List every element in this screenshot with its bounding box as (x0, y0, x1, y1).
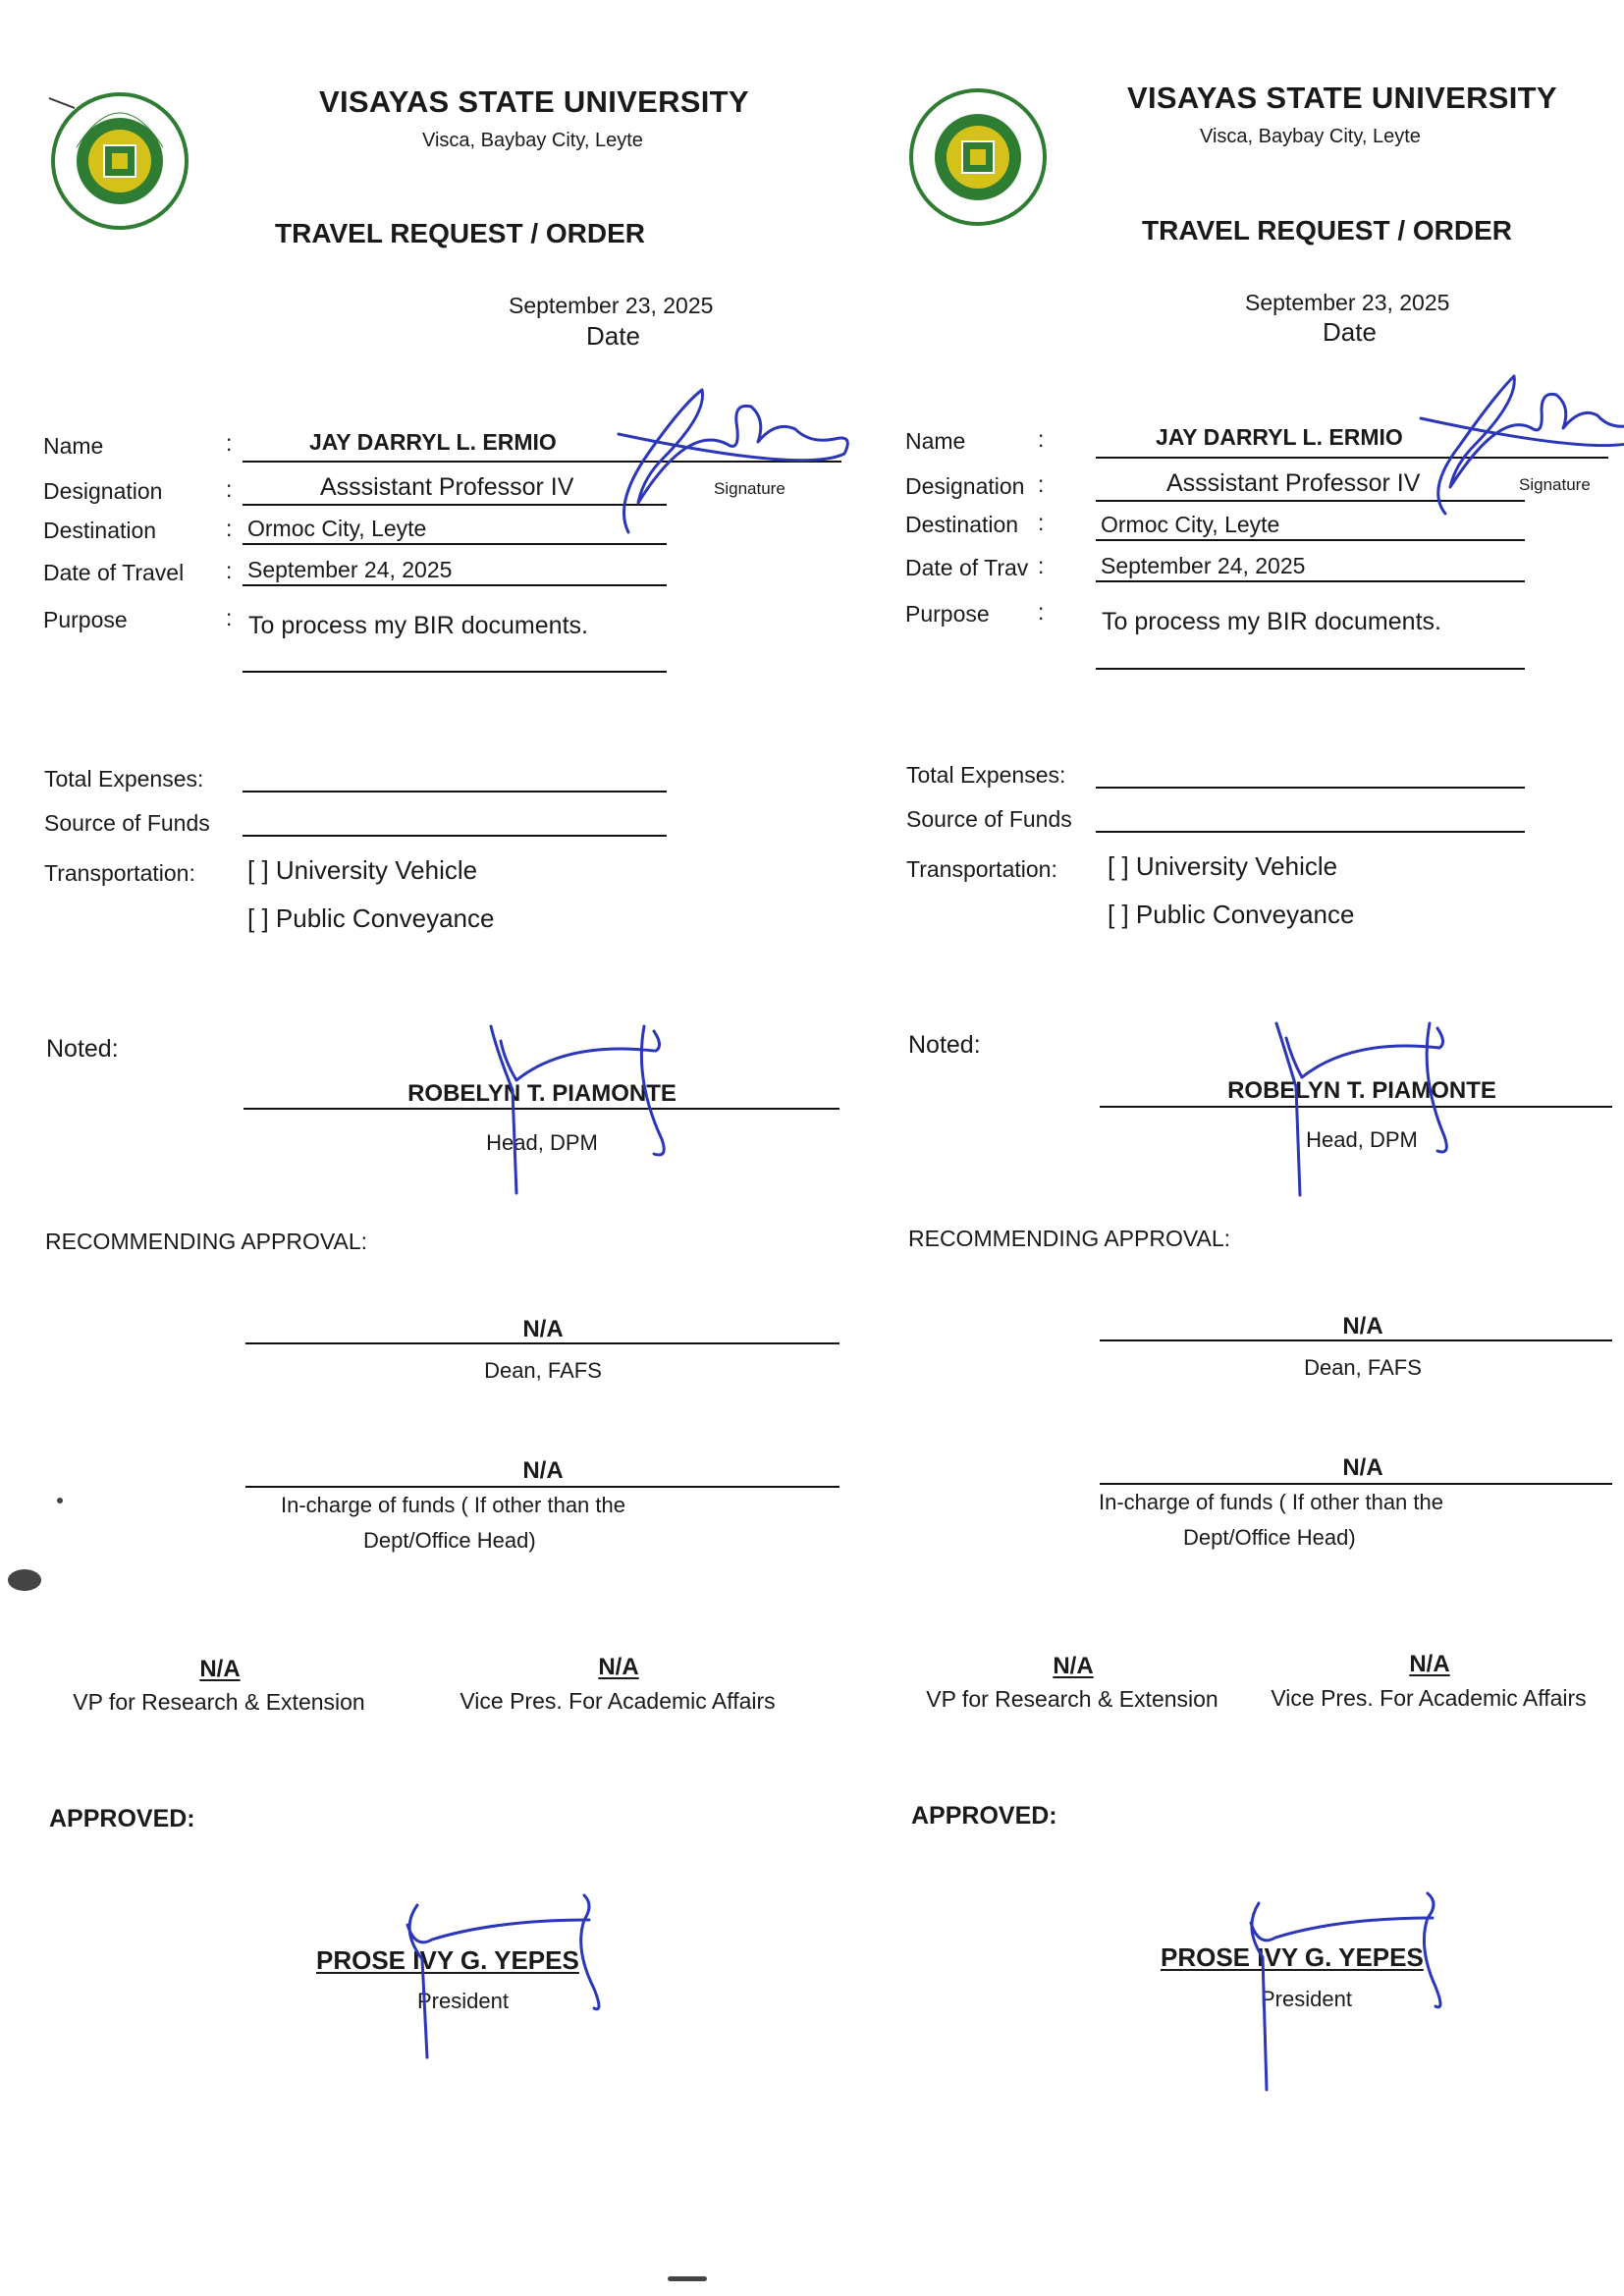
colon: : (226, 558, 233, 583)
date-of-travel-label: Date of Travel (43, 560, 185, 585)
total-expenses-label: Total Expenses: (906, 762, 1066, 788)
noted-signature (1272, 1018, 1469, 1205)
funds-incharge-title-line1: In-charge of funds ( If other than the (1099, 1490, 1443, 1514)
name-label: Name (43, 433, 104, 459)
destination-underline (1096, 539, 1525, 541)
colon: : (1038, 471, 1045, 497)
colon: : (1038, 426, 1045, 452)
destination-underline (243, 543, 667, 545)
president-title: President (1261, 1987, 1352, 2011)
colon: : (226, 430, 233, 456)
designation-label: Designation (43, 478, 163, 504)
funds-incharge-title-line2: Dept/Office Head) (363, 1528, 536, 1553)
funds-incharge-name: N/A (1342, 1454, 1383, 1481)
university-seal-logo (905, 84, 1051, 230)
vp-research-title: VP for Research & Extension (73, 1689, 365, 1715)
date-of-travel-label: Date of Trav (905, 555, 1029, 580)
vp-academic-title: Vice Pres. For Academic Affairs (460, 1688, 776, 1714)
funds-incharge-signature-line (1100, 1483, 1612, 1485)
signature-caption: Signature (714, 479, 785, 498)
noted-signatory-name: ROBELYN T. PIAMONTE (407, 1080, 677, 1107)
travel-request-copy-right (905, 0, 1624, 2296)
president-signature (1231, 1888, 1462, 2100)
name-label: Name (905, 428, 966, 454)
university-address: Visca, Baybay City, Leyte (422, 130, 643, 151)
funds-incharge-signature-line (245, 1486, 839, 1488)
scan-ink-blot (8, 1569, 41, 1591)
date-of-travel-value: September 24, 2025 (1101, 553, 1306, 578)
colon: : (226, 476, 233, 502)
funds-incharge-title-line1: In-charge of funds ( If other than the (281, 1493, 625, 1517)
noted-label: Noted: (908, 1031, 981, 1059)
purpose-underline (243, 671, 667, 673)
destination-value: Ormoc City, Leyte (1101, 512, 1280, 537)
noted-signatory-title: Head, DPM (486, 1130, 598, 1155)
colon: : (1038, 553, 1045, 578)
purpose-value: To process my BIR documents. (1102, 608, 1441, 635)
transport-option-university-vehicle[interactable]: [ ] University Vehicle (247, 855, 478, 885)
recommending-approval-label: RECOMMENDING APPROVAL: (908, 1226, 1231, 1251)
dean-title: Dean, FAFS (484, 1358, 602, 1383)
purpose-label: Purpose (43, 607, 128, 632)
destination-label: Destination (905, 512, 1019, 537)
university-address: Visca, Baybay City, Leyte (1200, 126, 1421, 147)
requester-signature (1416, 371, 1624, 528)
designation-underline (243, 504, 667, 506)
vp-research-name: N/A (199, 1656, 241, 1682)
transport-option-public-conveyance[interactable]: [ ] Public Conveyance (247, 903, 495, 933)
transport-option-university-vehicle[interactable]: [ ] University Vehicle (1108, 851, 1338, 881)
president-signature (388, 1890, 619, 2067)
total-expenses-underline (243, 791, 667, 793)
date-caption: Date (1323, 317, 1377, 347)
dean-signature-line (245, 1342, 839, 1344)
transportation-label: Transportation: (906, 856, 1057, 882)
name-value: JAY DARRYL L. ERMIO (1156, 424, 1403, 450)
university-seal-logo (47, 88, 192, 234)
form-title: TRAVEL REQUEST / ORDER (1142, 215, 1513, 246)
transportation-label: Transportation: (44, 860, 195, 886)
source-of-funds-underline (1096, 831, 1525, 833)
designation-value: Asssistant Professor IV (1166, 469, 1421, 497)
designation-value: Asssistant Professor IV (320, 473, 574, 501)
colon: : (226, 516, 233, 541)
requester-signature (609, 385, 864, 542)
name-value: JAY DARRYL L. ERMIO (309, 429, 557, 455)
source-of-funds-label: Source of Funds (906, 806, 1072, 832)
total-expenses-underline (1096, 787, 1525, 789)
form-title: TRAVEL REQUEST / ORDER (275, 218, 646, 248)
destination-value: Ormoc City, Leyte (247, 516, 427, 541)
vp-research-name: N/A (1053, 1653, 1094, 1679)
date-of-travel-value: September 24, 2025 (247, 557, 453, 582)
noted-label: Noted: (46, 1035, 119, 1063)
noted-signature (487, 1021, 683, 1203)
date-of-travel-underline (1096, 580, 1525, 582)
scan-speck (57, 1498, 63, 1503)
noted-signatory-title: Head, DPM (1306, 1127, 1418, 1152)
date-caption: Date (586, 321, 640, 351)
university-name: VISAYAS STATE UNIVERSITY (319, 84, 749, 119)
source-of-funds-label: Source of Funds (44, 810, 210, 836)
funds-incharge-name: N/A (522, 1457, 564, 1484)
president-title: President (417, 1989, 509, 2013)
source-of-funds-underline (243, 835, 667, 837)
colon: : (226, 605, 233, 630)
colon: : (1038, 510, 1045, 535)
dean-name: N/A (522, 1316, 564, 1342)
scan-speck (668, 2276, 707, 2281)
funds-incharge-title-line2: Dept/Office Head) (1183, 1525, 1356, 1550)
colon: : (1038, 599, 1045, 625)
dean-title: Dean, FAFS (1304, 1355, 1422, 1380)
approved-label: APPROVED: (49, 1805, 195, 1832)
transport-option-public-conveyance[interactable]: [ ] Public Conveyance (1108, 900, 1355, 929)
dean-signature-line (1100, 1339, 1612, 1341)
vp-academic-name: N/A (1409, 1651, 1450, 1677)
vp-academic-title: Vice Pres. For Academic Affairs (1271, 1685, 1587, 1711)
dean-name: N/A (1342, 1313, 1383, 1339)
date-of-travel-underline (243, 584, 667, 586)
approved-label: APPROVED: (911, 1802, 1057, 1830)
purpose-underline (1096, 668, 1525, 670)
destination-label: Destination (43, 518, 157, 543)
vp-research-title: VP for Research & Extension (926, 1686, 1218, 1712)
purpose-label: Purpose (905, 601, 990, 627)
signature-caption: Signature (1519, 475, 1591, 494)
vp-academic-name: N/A (598, 1654, 639, 1680)
university-name: VISAYAS STATE UNIVERSITY (1127, 81, 1557, 115)
president-name: PROSE IVY G. YEPES (1161, 1942, 1424, 1972)
request-date: September 23, 2025 (1245, 290, 1450, 315)
president-name: PROSE IVY G. YEPES (316, 1945, 579, 1975)
purpose-value: To process my BIR documents. (248, 612, 588, 639)
noted-signatory-name: ROBELYN T. PIAMONTE (1227, 1077, 1496, 1104)
designation-label: Designation (905, 473, 1025, 499)
recommending-approval-label: RECOMMENDING APPROVAL: (45, 1229, 368, 1254)
request-date: September 23, 2025 (509, 293, 714, 318)
total-expenses-label: Total Expenses: (44, 766, 204, 792)
